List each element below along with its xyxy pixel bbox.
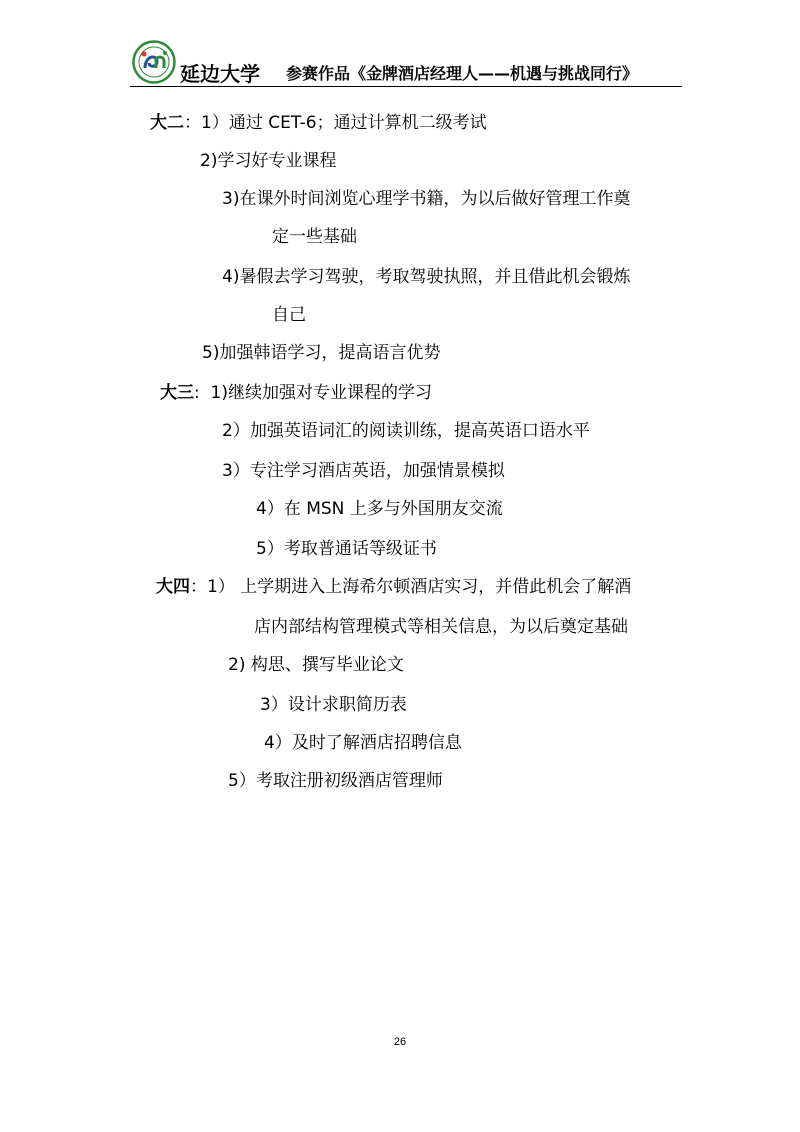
text-line — [202, 342, 440, 364]
line-text: 2)学习好专业课程 — [200, 151, 337, 171]
text-line — [156, 576, 631, 598]
page-header — [130, 36, 682, 88]
text-line — [222, 188, 630, 210]
line-text: 4）及时了解酒店招聘信息 — [264, 733, 462, 753]
line-text: 定一些基础 — [272, 227, 357, 247]
line-text: 4)暑假去学习驾驶，考取驾驶执照，并且借此机会锻炼 — [222, 267, 631, 287]
label-separator: ： — [190, 577, 207, 597]
line-text: 2）加强英语词汇的阅读训练，提高英语口语水平 — [222, 421, 590, 441]
text-line — [228, 770, 443, 792]
year-label: 大四 — [156, 577, 190, 597]
university-logo-icon — [132, 40, 176, 84]
text-line — [228, 654, 404, 676]
text-line — [272, 226, 357, 248]
text-line — [264, 732, 462, 754]
text-line — [222, 460, 505, 482]
text-line — [222, 266, 630, 288]
text-line — [254, 616, 628, 638]
line-text: 5）考取注册初级酒店管理师 — [228, 771, 443, 791]
text-line — [160, 382, 432, 404]
text-line — [150, 112, 487, 134]
text-line — [260, 694, 407, 716]
text-line — [222, 420, 590, 442]
page-number: 26 — [393, 1036, 407, 1048]
header-divider — [130, 86, 682, 87]
year-label: 大二 — [150, 113, 184, 133]
line-text: 3）专注学习酒店英语，加强情景模拟 — [222, 461, 505, 481]
university-name: 延边大学 — [180, 62, 260, 86]
line-text: 5）考取普通话等级证书 — [256, 539, 437, 559]
label-separator: ： — [184, 113, 201, 133]
line-text: 店内部结构管理模式等相关信息，为以后奠定基础 — [254, 617, 628, 637]
line-text: 2) 构思、撰写毕业论文 — [228, 655, 404, 675]
text-line — [256, 498, 503, 520]
line-text: 3）设计求职简历表 — [260, 695, 407, 715]
line-text: 5)加强韩语学习，提高语言优势 — [202, 343, 441, 363]
line-text: 3)在课外时间浏览心理学书籍，为以后做好管理工作奠 — [222, 189, 631, 209]
line-text: 1） 上学期进入上海希尔顿酒店实习，并借此机会了解酒 — [207, 577, 632, 597]
text-line — [200, 150, 336, 172]
header-title: 参赛作品《金牌酒店经理人——机遇与挑战同行》 — [286, 64, 639, 83]
text-line — [256, 538, 437, 560]
line-text: 4）在 MSN 上多与外国朋友交流 — [256, 499, 503, 519]
line-text: 1)继续加强对专业课程的学习 — [199, 383, 432, 403]
line-text: 1）通过 CET-6；通过计算机二级考试 — [201, 113, 487, 133]
label-separator: : — [194, 383, 200, 403]
year-label: 大三 — [160, 383, 194, 403]
text-line — [272, 304, 306, 326]
line-text: 自己 — [272, 305, 306, 325]
